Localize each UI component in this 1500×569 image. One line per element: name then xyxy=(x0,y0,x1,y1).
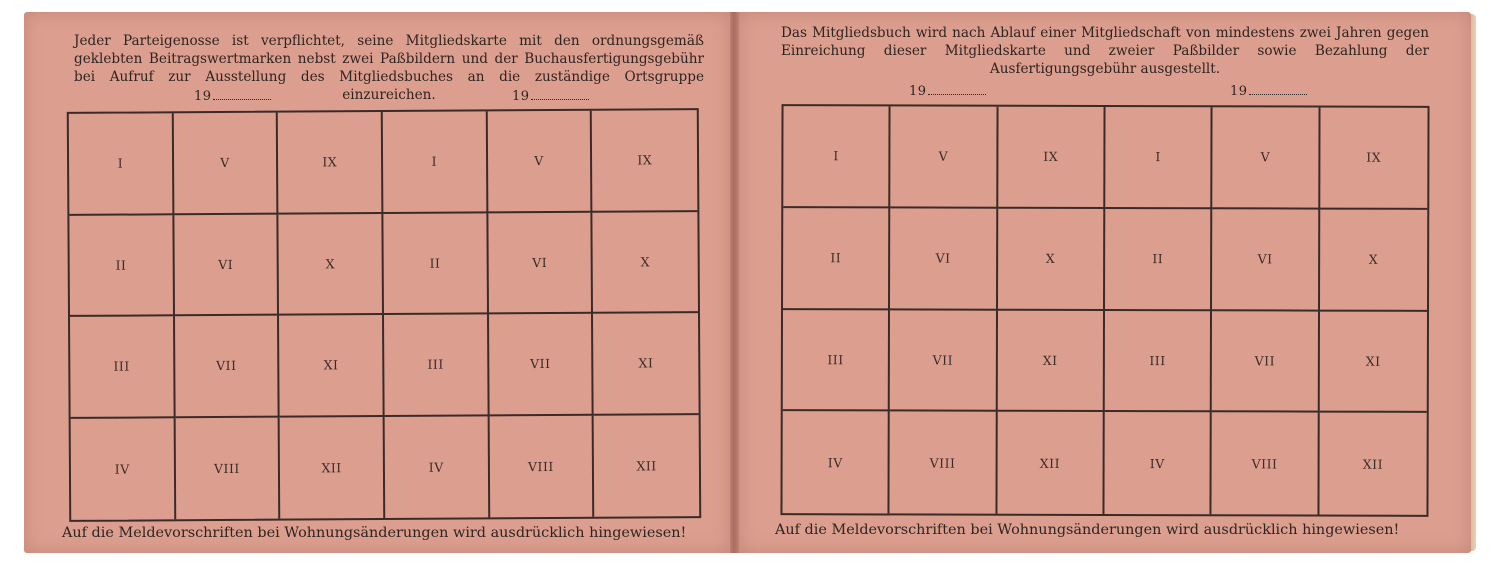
stamp-cell: II xyxy=(783,208,891,310)
stamp-cell: V xyxy=(891,106,999,208)
stamp-cell: II xyxy=(383,213,488,315)
stamp-cell: IX xyxy=(592,110,697,212)
year-label: 19 xyxy=(1230,84,1248,99)
left-year-field-1 xyxy=(194,89,271,104)
stamp-cell: II xyxy=(1105,209,1213,311)
left-page xyxy=(24,12,730,553)
year-label: 19 xyxy=(909,84,927,99)
stamp-cell: VII xyxy=(175,316,280,418)
stamp-cell: X xyxy=(593,212,698,314)
stamp-cell: V xyxy=(1213,107,1321,209)
stamp-cell: II xyxy=(69,215,174,317)
stamp-cell: X xyxy=(1320,209,1428,311)
stamp-cell: XI xyxy=(1319,311,1427,413)
stamp-cell: III xyxy=(70,316,175,418)
right-page xyxy=(739,12,1471,553)
stamp-cell: VII xyxy=(489,314,594,416)
stamp-cell: I xyxy=(383,111,488,213)
year-blank-line xyxy=(213,99,271,100)
stamp-cell: X xyxy=(279,214,384,316)
stamp-cell: VII xyxy=(890,310,998,412)
stamp-cell: VIII xyxy=(489,415,594,517)
stamp-cell: XII xyxy=(636,458,657,474)
stamp-cell: XII xyxy=(1362,456,1384,472)
right-stamp-grid xyxy=(780,104,1429,517)
year-blank-line xyxy=(1249,94,1307,95)
left-stamp-grid xyxy=(67,108,701,522)
stamp-cell: V xyxy=(173,113,278,215)
right-year-field-2 xyxy=(1230,84,1307,99)
year-blank-line xyxy=(531,99,589,100)
stamp-cell: III xyxy=(1105,311,1213,413)
right-intro-text: Das Mitgliedsbuch wird nach Ablauf einer Mitgliedschaft von mindestens zwei Jahren gegen Einreichung dieser Mitgliedskarte und zweier Paßbilder sowie Bezahlung der Ausfertigungsgebühr ausgestellt. xyxy=(781,25,1429,77)
stamp-cell: IX xyxy=(278,112,383,214)
right-footer-note: Auf die Meldevorschriften bei Wohnungsänderungen wird ausdrücklich hingewiesen! xyxy=(775,522,1400,538)
stamp-cell: III xyxy=(384,314,489,416)
left-footer-note: Auf die Meldevorschriften bei Wohnungsänderungen wird ausdrücklich hingewiesen! xyxy=(62,525,687,541)
stamp-cell: IX xyxy=(1320,108,1428,210)
left-year-field-2 xyxy=(512,89,589,104)
stamp-cell: VIII xyxy=(175,417,280,519)
stamp-cell: VI xyxy=(1212,209,1320,311)
left-intro-text: Jeder Parteigenosse ist verpflichtet, seine Mitgliedskarte mit den ordnungsgemäß geklebten Beitragswertmarken nebst zwei Paßbildern und der Buchausfertigungsgebühr bei Aufruf zur Ausstellung des Mitgliedsbuches an die zuständige Ortsgruppe einzureichen. xyxy=(74,33,704,103)
year-label: 19 xyxy=(512,89,530,104)
stamp-cell: IV xyxy=(71,418,176,520)
stamp-cell: XI xyxy=(279,315,384,417)
stamp-cell: XII xyxy=(997,412,1105,514)
stamp-cell: XI xyxy=(997,310,1105,412)
stamp-cell: III xyxy=(783,310,891,412)
stamp-cell: I xyxy=(783,106,891,208)
stamp-cell: IV xyxy=(1104,412,1212,514)
stamp-cell: VIII xyxy=(1212,413,1320,515)
stamp-cell: VI xyxy=(488,212,593,314)
stamp-cell: XI xyxy=(593,313,698,415)
stamp-cell: VI xyxy=(174,214,279,316)
stamp-cell: X xyxy=(998,208,1106,310)
stamp-cell: XII xyxy=(280,416,385,518)
stamp-cell: V xyxy=(487,111,592,213)
stamp-cell: IV xyxy=(385,416,490,518)
year-label: 19 xyxy=(194,89,212,104)
stamp-cell: I xyxy=(1105,107,1213,209)
stamp-cell: VIII xyxy=(890,412,998,514)
stamp-cell: IV xyxy=(782,411,890,513)
stamp-cell: VI xyxy=(890,208,998,310)
year-blank-line xyxy=(928,94,986,95)
stamp-cell: IX xyxy=(998,107,1106,209)
right-year-field-1 xyxy=(909,84,986,99)
stamp-cell: I xyxy=(69,113,174,215)
stamp-cell: VII xyxy=(1212,311,1320,413)
